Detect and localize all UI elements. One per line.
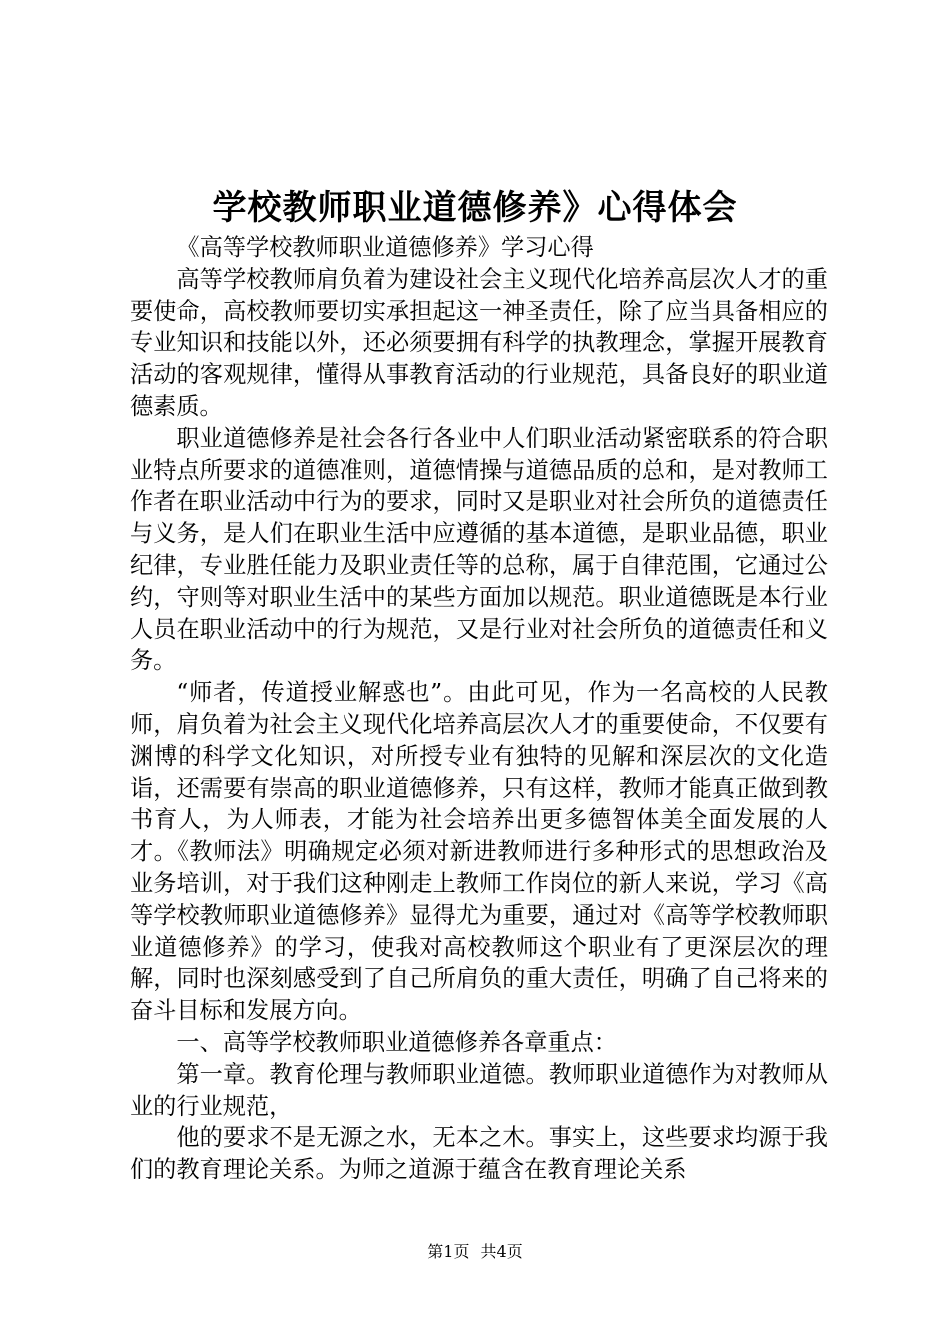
paragraph: 他的要求不是无源之水，无本之木。事实上，这些要求均源于我们的教育理论关系。为师之道源于蕴含在教育理论关系 [130, 1124, 828, 1184]
paragraph: 第一章。教育伦理与教师职业道德。教师职业道德作为对教师从业的行业规范， [130, 1060, 828, 1120]
page-number-footer: 第1页 共4页 [427, 1242, 523, 1261]
paragraph: “师者，传道授业解惑也”。由此可见，作为一名高校的人民教师，肩负着为社会主义现代化培养高层次人才的重要使命，不仅要有渊博的科学文化知识，对所授专业有独特的见解和深层次的文化造诣，还需要有崇高的职业道德修养，只有这样，教师才能真正做到教书育人，为人师表，才能为社会培养出更多德智体美全面发展的人才。《教师法》明确规定必须对新进教师进行多种形式的思想政治及业务培训，对于我们这种刚走上教师工作岗位的新人来说，学习《高等学校教师职业道德修养》显得尤为重要，通过对《高等学校教师职业道德修养》的学习，使我对高校教师这个职业有了更深层次的理解，同时也深刻感受到了自己所肩负的重大责任，明确了自己将来的奋斗目标和发展方向。 [130, 679, 828, 1025]
paragraph: 高等学校教师肩负着为建设社会主义现代化培养高层次人才的重要使命，高校教师要切实承担起这一神圣责任，除了应当具备相应的专业知识和技能以外，还必须要拥有科学的执教理念，掌握开展教育活动的客观规律，懂得从事教育活动的行业规范，具备良好的职业道德素质。 [130, 265, 828, 420]
document-title: 学校教师职业道德修养》心得体会 [212, 188, 738, 228]
section-heading: 一、高等学校教师职业道德修养各章重点： [176, 1028, 617, 1056]
paragraph-subtitle: 《高等学校教师职业道德修养》学习心得 [176, 234, 594, 261]
paragraph: 职业道德修养是社会各行各业中人们职业活动紧密联系的符合职业特点所要求的道德准则，道德情操与道德品质的总和，是对教师工作者在职业活动中行为的要求，同时又是职业对社会所负的道德责任与义务，是人们在职业生活中应遵循的基本道德，是职业品德，职业纪律，专业胜任能力及职业责任等的总称，属于自律范围，它通过公约，守则等对职业生活中的某些方面加以规范。职业道德既是本行业人员在职业活动中的行为规范，又是行业对社会所负的道德责任和义务。 [130, 424, 828, 675]
document-body [130, 232, 828, 1186]
